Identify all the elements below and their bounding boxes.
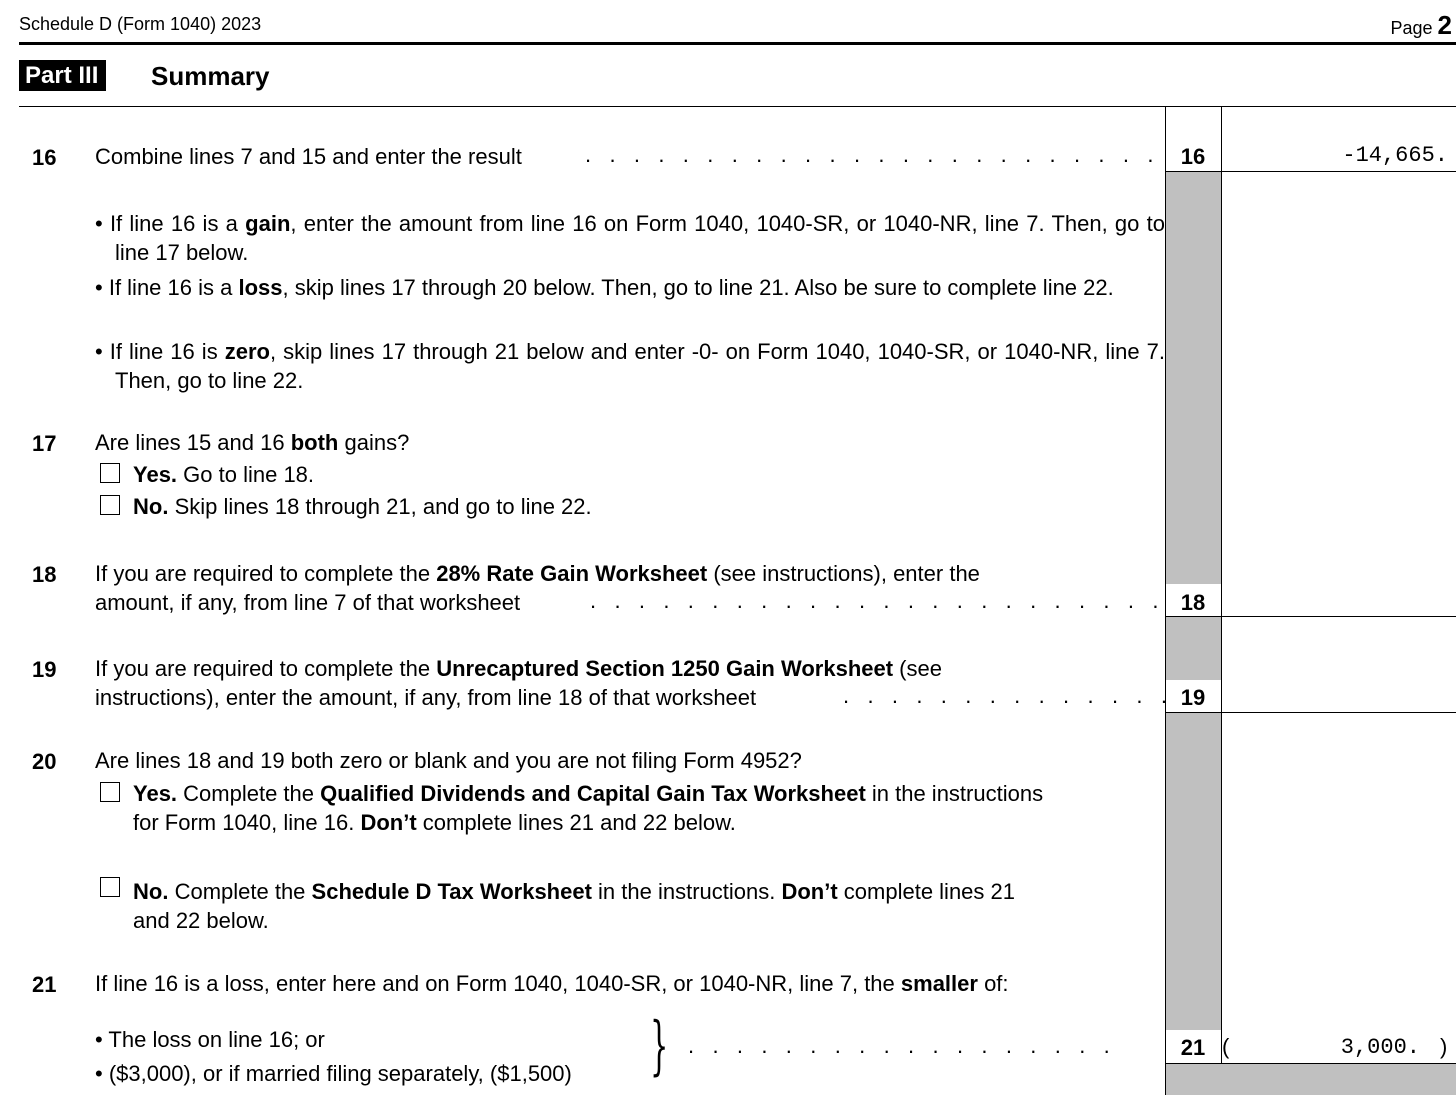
- line-18-text-1: If you are required to complete the 28% Rate Gain Worksheet (see instructions), enter the: [95, 561, 980, 586]
- leader-dots-21: . . . . . . . . . . . . . . . . . .: [688, 1033, 1110, 1058]
- line-number-21: 21: [32, 972, 57, 997]
- part-badge: Part III: [19, 60, 106, 91]
- rule-after-16: [1165, 171, 1456, 172]
- shaded-area-19: [1166, 617, 1221, 680]
- amount-line-18[interactable]: [1222, 590, 1448, 614]
- leader-dots-19: . . . . . . . . . . . . . .: [843, 683, 1167, 708]
- paren-close: ): [1440, 1034, 1448, 1059]
- line-18-text-2: amount, if any, from line 7 of that worksheet: [95, 590, 521, 615]
- leader-dots-16: . . . . . . . . . . . . . . . . . . . . . . . .: [585, 142, 1154, 167]
- box-number-18: 18: [1180, 590, 1206, 615]
- part-title: Summary: [151, 61, 270, 91]
- brace-icon: }: [650, 1009, 669, 1083]
- line-number-17: 17: [32, 431, 57, 456]
- box-number-19: 19: [1180, 685, 1206, 710]
- label-20-yes-2: for Form 1040, line 16. Don’t complete lines 21 and 22 below.: [133, 810, 736, 835]
- box-number-21: 21: [1180, 1035, 1206, 1060]
- label-17-no: No. Skip lines 18 through 21, and go to line 22.: [133, 494, 592, 519]
- header-rule: [19, 42, 1456, 45]
- line-19-text-2: instructions), enter the amount, if any, from line 18 of that worksheet: [95, 685, 757, 710]
- page-label: Page: [1390, 18, 1433, 38]
- line-number-20: 20: [32, 749, 57, 774]
- checkbox-20-no[interactable]: [100, 877, 120, 897]
- checkbox-17-no[interactable]: [100, 495, 120, 515]
- label-20-no-2: and 22 below.: [133, 908, 269, 933]
- line-19-text-1: If you are required to complete the Unrecaptured Section 1250 Gain Worksheet (see: [95, 656, 942, 681]
- amount-line-21[interactable]: 3,000.: [1340, 1035, 1420, 1060]
- label-20-no-1: No. Complete the Schedule D Tax Worksheet in the instructions. Don’t complete lines 21: [133, 879, 1015, 904]
- line-21-bullet-1: • The loss on line 16; or: [95, 1027, 325, 1052]
- rule-after-19: [1165, 712, 1456, 713]
- line-16-text: Combine lines 7 and 15 and enter the result: [95, 144, 522, 169]
- bullet-16-loss: • If line 16 is a loss, skip lines 17 through 20 below. Then, go to line 21. Also be sure to complete line 22.: [95, 275, 1114, 300]
- leader-dots-18: . . . . . . . . . . . . . . . . . . . . . . . .: [590, 588, 1159, 613]
- amount-line-19[interactable]: [1222, 685, 1448, 709]
- label-17-yes: Yes. Go to line 18.: [133, 462, 315, 487]
- box-number-16: 16: [1180, 144, 1206, 169]
- label-20-yes-1: Yes. Complete the Qualified Dividends and Capital Gain Tax Worksheet in the instructions: [133, 781, 1044, 806]
- page-number: 2: [1437, 10, 1452, 40]
- checkbox-17-yes[interactable]: [100, 463, 120, 483]
- line-number-19: 19: [32, 657, 57, 682]
- line-number-16: 16: [32, 145, 57, 170]
- shaded-area-20: [1166, 713, 1221, 1030]
- column-divider-right: [1221, 106, 1222, 1063]
- paren-open: (: [1222, 1034, 1230, 1059]
- part-rule: [19, 106, 1456, 107]
- bullet-16-zero: • If line 16 is zero, skip lines 17 through 21 below and enter -0- on Form 1040, 1040-SR, or 1040-NR, line 7. Then, go to line 22.: [95, 339, 1165, 393]
- rule-after-18: [1165, 616, 1456, 617]
- line-17-question: Are lines 15 and 16 both gains?: [95, 430, 410, 455]
- line-21-text: If line 16 is a loss, enter here and on Form 1040, 1040-SR, or 1040-NR, line 7, the smaller of:: [95, 971, 1009, 996]
- bullet-16-gain: • If line 16 is a gain, enter the amount from line 16 on Form 1040, 1040-SR, or 1040-NR, line 7. Then, go to line 17 below.: [95, 211, 1165, 265]
- form-title: Schedule D (Form 1040) 2023: [19, 14, 262, 34]
- checkbox-20-yes[interactable]: [100, 782, 120, 802]
- rule-after-21: [1165, 1063, 1456, 1064]
- shaded-area-bottom: [1166, 1064, 1456, 1095]
- amount-line-16[interactable]: -14,665.: [1342, 143, 1448, 168]
- page-indicator: [1390, 10, 1452, 41]
- line-number-18: 18: [32, 562, 57, 587]
- shaded-area-17: [1166, 172, 1221, 584]
- line-20-question: Are lines 18 and 19 both zero or blank and you are not filing Form 4952?: [95, 748, 802, 773]
- line-21-bullet-2: • ($3,000), or if married filing separately, ($1,500): [95, 1061, 572, 1086]
